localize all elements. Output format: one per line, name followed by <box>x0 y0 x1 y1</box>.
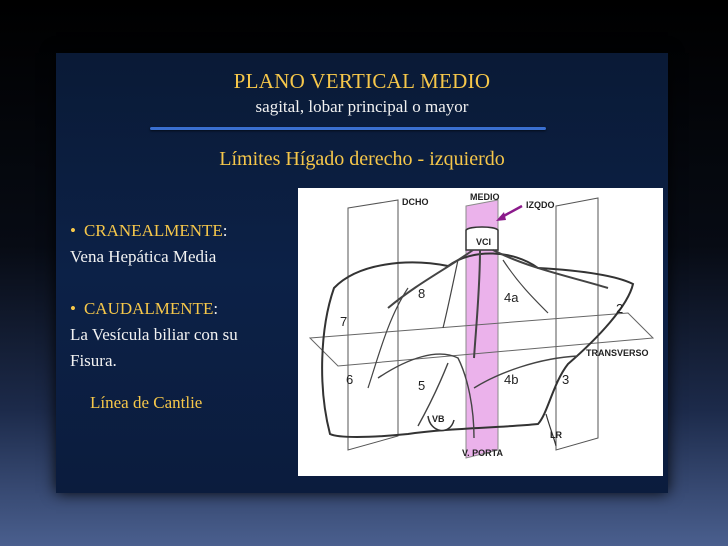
slide-title: PLANO VERTICAL MEDIO <box>233 69 491 93</box>
label-transverso: TRANSVERSO <box>586 348 649 358</box>
bullet-colon: : <box>222 221 228 240</box>
segment-3: 3 <box>562 372 570 387</box>
segment-7: 7 <box>340 314 348 329</box>
slide <box>56 53 668 493</box>
bullet-label: CRANEALMENTE <box>83 221 223 240</box>
liver-diagram <box>298 188 663 476</box>
bullet-colon: : <box>213 299 219 318</box>
label-vci: VCI <box>476 237 492 247</box>
segment-5: 5 <box>418 378 426 393</box>
label-izqdo: IZQDO <box>526 200 555 210</box>
bullet-list <box>70 218 305 416</box>
bullet-text: Fisura. <box>70 351 117 370</box>
segment-8: 8 <box>418 286 426 301</box>
bullet-dot-icon: • <box>70 299 76 318</box>
segment-6: 6 <box>346 372 354 387</box>
section-heading: Límites Hígado derecho - izquierdo <box>219 148 505 170</box>
bullet-label: CAUDALMENTE <box>83 299 214 318</box>
bullet-text: La Vesícula biliar con su <box>70 325 238 344</box>
liver-diagram-svg <box>298 188 663 476</box>
slide-subtitle: sagital, lobar principal o mayor <box>255 97 469 116</box>
bullet-text: Vena Hepática Media <box>70 247 217 266</box>
label-lr: LR <box>550 430 562 440</box>
bullet-cranealmente <box>70 218 305 244</box>
segment-4b: 4b <box>504 372 519 387</box>
label-medio: MEDIO <box>470 192 500 202</box>
left-plane <box>556 198 598 450</box>
vein-branches <box>368 260 548 388</box>
title-underline <box>150 127 546 130</box>
label-dcho: DCHO <box>402 197 429 207</box>
cantlie-line-label: Línea de Cantlie <box>90 393 203 412</box>
segment-2: 2 <box>616 301 624 316</box>
bullet-caudalmente <box>70 296 305 322</box>
bullet-dot-icon: • <box>70 221 76 240</box>
label-v-porta: V. PORTA <box>462 448 504 458</box>
label-vb: VB <box>432 414 445 424</box>
right-plane <box>348 200 398 450</box>
segment-4a: 4a <box>504 290 519 305</box>
